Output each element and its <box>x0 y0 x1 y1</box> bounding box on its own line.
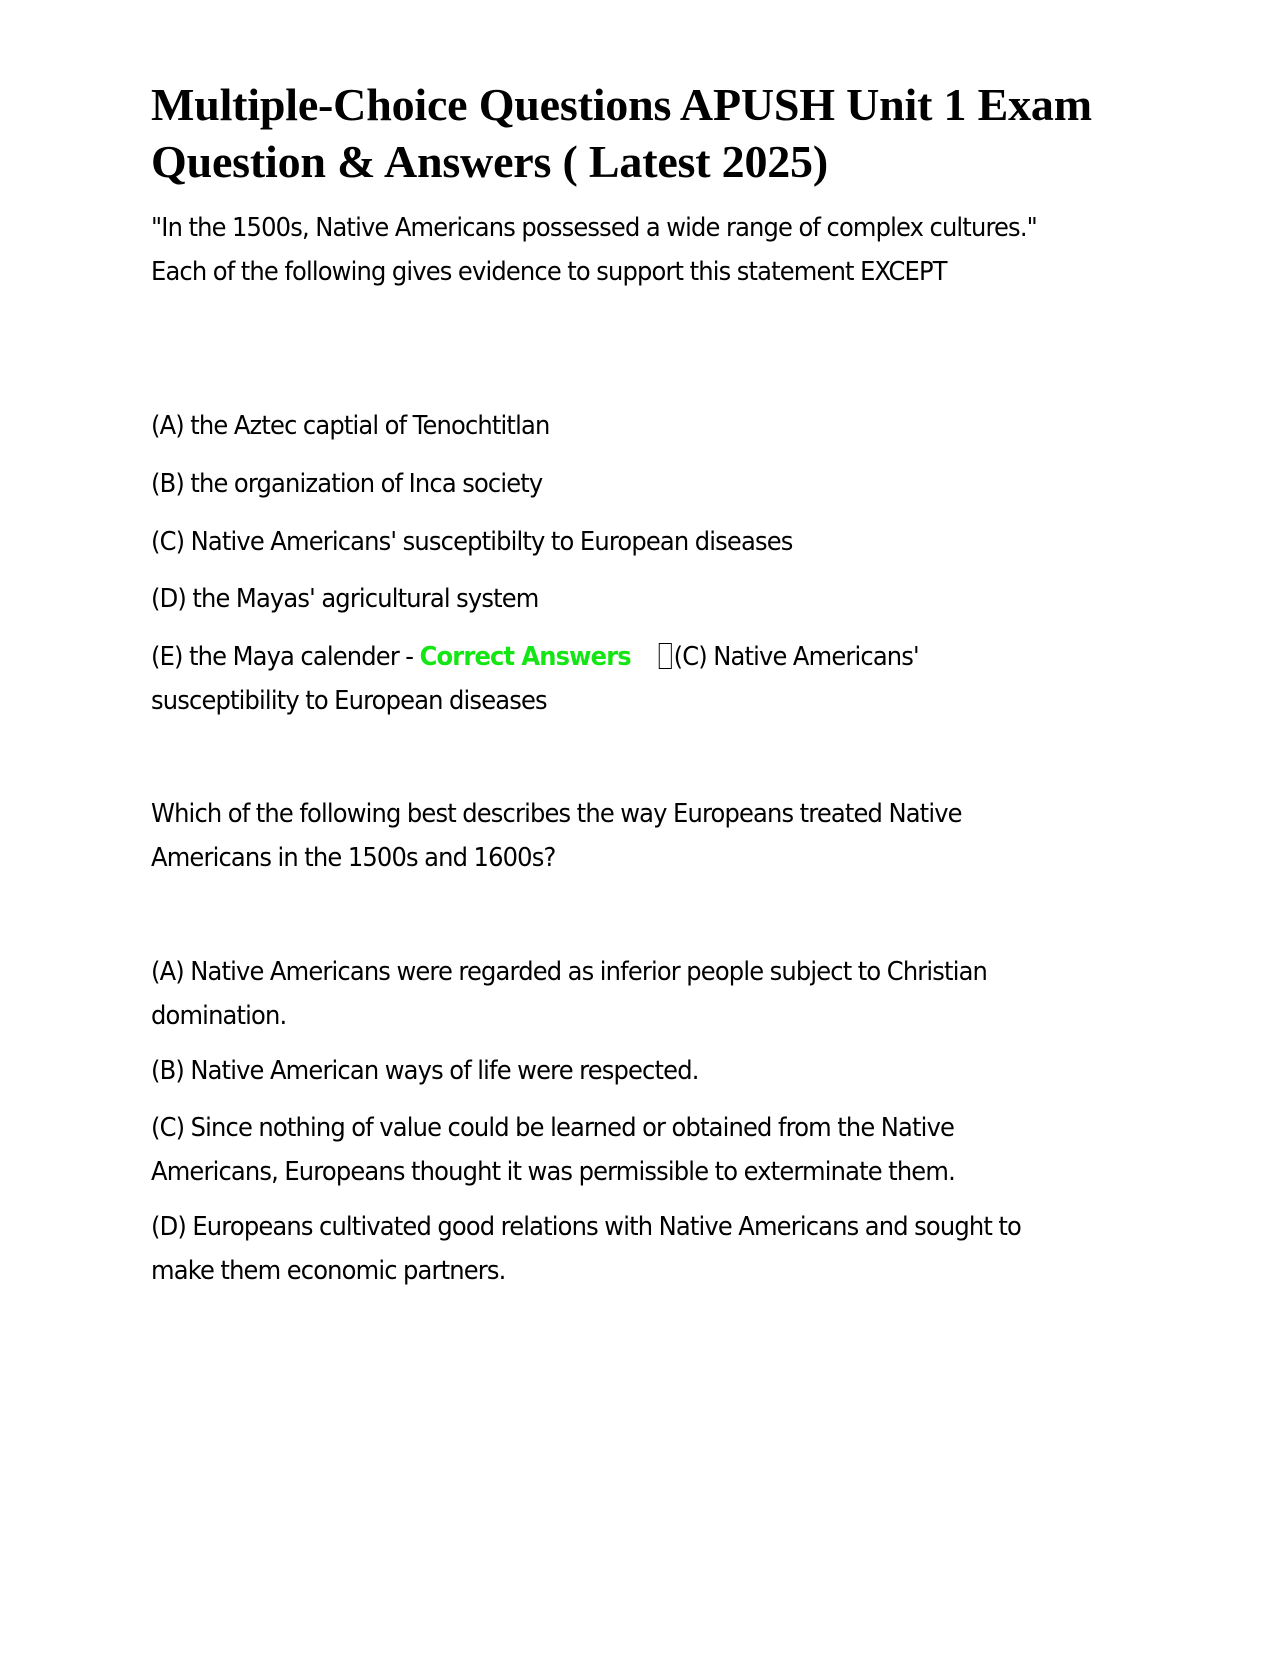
question-2-option-b: (B) Native American ways of life were respected. <box>151 1056 699 1086</box>
correct-answer-text: (C) Native Americans' susceptibility to European diseases <box>151 642 919 716</box>
question-1-option-e: (E) the Maya calender - <box>151 642 420 672</box>
question-2-option-a: (A) Native Americans were regarded as inferior people subject to Christian domination. <box>151 957 988 1031</box>
question-1-option-a: (A) the Aztec captial of Tenochtitlan <box>151 411 550 441</box>
missing-glyph-icon <box>659 643 672 669</box>
correct-answers-label: Correct Answers <box>419 642 631 672</box>
question-1-option-b: (B) the organization of Inca society <box>151 469 543 499</box>
question-1-option-e-with-answer <box>151 635 1062 723</box>
question-1-stem: "In the 1500s, Native Americans possessed a wide range of complex cultures." Each of the following gives evidence to support this statement EXCEPT <box>151 213 1037 287</box>
document-title: Multiple-Choice Questions APUSH Unit 1 Exam Question & Answers ( Latest 2025) <box>151 79 1092 187</box>
question-1-option-c: (C) Native Americans' susceptibilty to European diseases <box>151 527 793 557</box>
question-2-option-c: (C) Since nothing of value could be learned or obtained from the Native Americans, Europeans thought it was permissible to exterminate them. <box>151 1113 955 1187</box>
question-1-option-d: (D) the Mayas' agricultural system <box>151 584 539 614</box>
question-2-stem: Which of the following best describes the way Europeans treated Native Americans in the 1500s and 1600s? <box>151 799 962 873</box>
question-2-option-d: (D) Europeans cultivated good relations with Native Americans and sought to make them economic partners. <box>151 1212 1021 1286</box>
